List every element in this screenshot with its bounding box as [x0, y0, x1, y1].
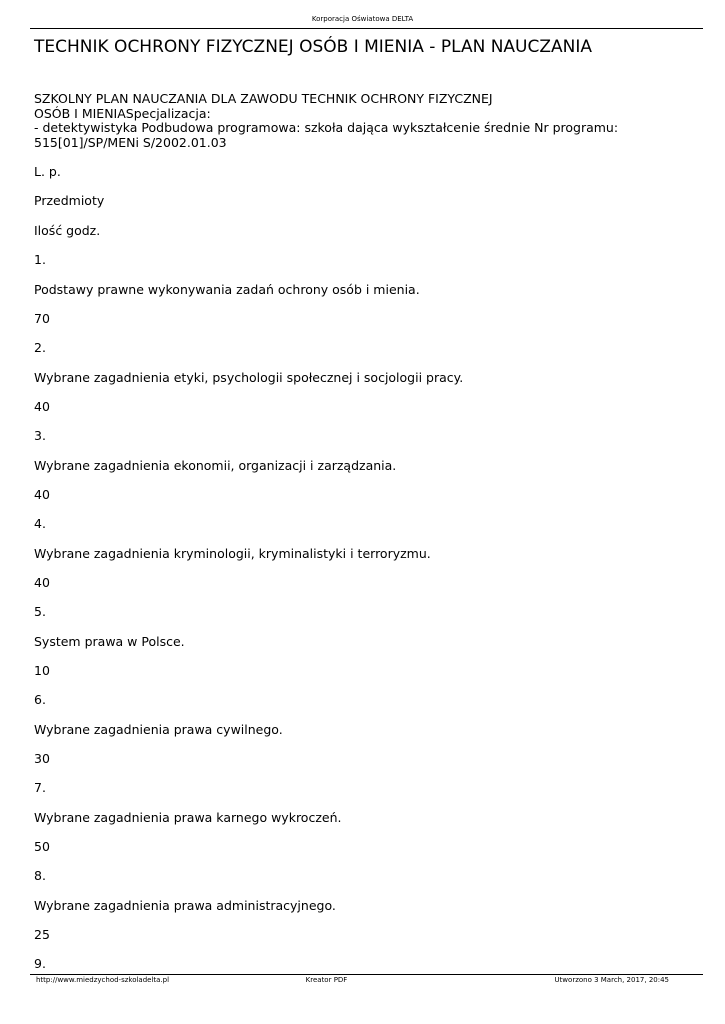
- row-hours: 40: [34, 399, 50, 414]
- intro-line: - detektywistyka Podbudowa programowa: szkoła dająca wykształcenie średnie Nr programu:: [34, 120, 619, 135]
- row-hours: 30: [34, 751, 50, 766]
- intro-line: SZKOLNY PLAN NAUCZANIA DLA ZAWODU TECHNIK OCHRONY FIZYCZNEJ: [34, 91, 493, 106]
- row-hours: 25: [34, 927, 50, 942]
- intro-line: 515[01]/SP/MENi S/2002.01.03: [34, 134, 227, 150]
- column-header-subject: Przedmioty: [34, 193, 105, 208]
- row-number: 8.: [34, 868, 46, 883]
- page-title: TECHNIK OCHRONY FIZYCZNEJ OSÓB I MIENIA - PLAN NAUCZANIA: [34, 37, 592, 57]
- footer-url: http://www.miedzychod-szkoladelta.pl: [36, 976, 170, 984]
- row-number: 7.: [34, 780, 46, 795]
- row-number: 2.: [34, 340, 46, 355]
- row-subject: Wybrane zagadnienia prawa karnego wykroczeń.: [34, 810, 342, 825]
- row-hours: 10: [34, 663, 50, 678]
- intro-block: [34, 92, 704, 150]
- row-hours: 40: [34, 575, 50, 590]
- footer-rule: [30, 974, 703, 975]
- header-rule: [30, 28, 703, 29]
- row-hours: 50: [34, 839, 50, 854]
- column-header-hours: Ilość godz.: [34, 223, 101, 238]
- row-number: 3.: [34, 428, 46, 443]
- row-subject: Podstawy prawne wykonywania zadań ochrony osób i mienia.: [34, 282, 420, 297]
- row-number: 5.: [34, 604, 46, 619]
- footer-generator: Kreator PDF: [305, 976, 348, 984]
- row-subject: Wybrane zagadnienia prawa cywilnego.: [34, 722, 283, 737]
- intro-line: OSÓB I MIENIASpecjalizacja:: [34, 105, 211, 121]
- row-number: 4.: [34, 516, 46, 531]
- row-subject: Wybrane zagadnienia ekonomii, organizacji i zarządzania.: [34, 458, 397, 473]
- header-brand: Korporacja Oświatowa DELTA: [311, 15, 414, 23]
- row-subject: Wybrane zagadnienia prawa administracyjnego.: [34, 898, 336, 913]
- column-header-number: L. p.: [34, 164, 61, 179]
- row-subject: Wybrane zagadnienia kryminologii, kryminalistyki i terroryzmu.: [34, 546, 431, 561]
- row-hours: 70: [34, 311, 50, 326]
- row-number: 6.: [34, 692, 46, 707]
- row-subject: Wybrane zagadnienia etyki, psychologii społecznej i socjologii pracy.: [34, 370, 464, 385]
- footer-created: Utworzono 3 March, 2017, 20:45: [554, 976, 669, 984]
- row-hours: 40: [34, 487, 50, 502]
- row-number: 1.: [34, 252, 46, 267]
- row-number: 9.: [34, 956, 46, 971]
- row-subject: System prawa w Polsce.: [34, 634, 185, 649]
